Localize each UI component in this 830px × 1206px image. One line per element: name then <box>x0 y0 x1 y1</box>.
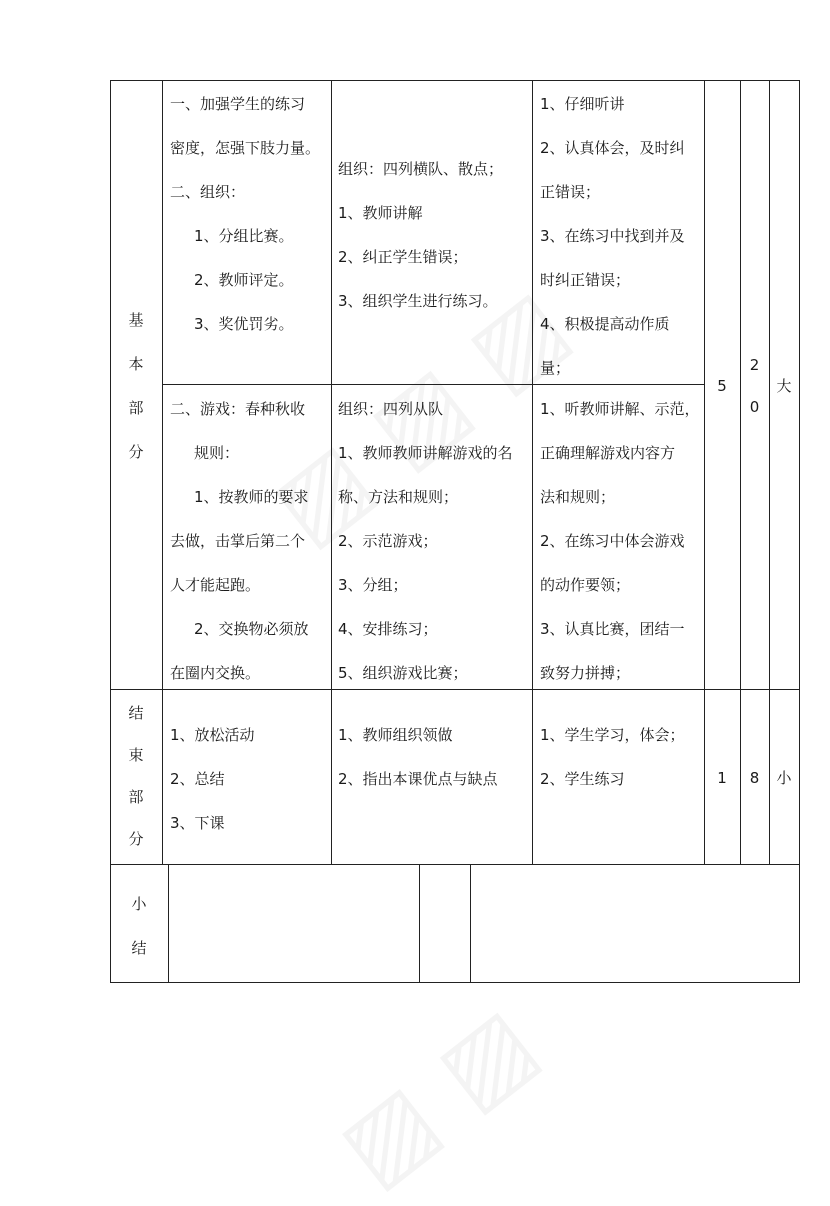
label-char: 结 <box>128 704 144 722</box>
content-line: 人才能起跑。 <box>170 576 261 594</box>
end-count: 1 <box>717 769 727 787</box>
basic-time <box>740 355 769 417</box>
organization-line: 3、组织学生进行练习。 <box>338 292 498 310</box>
content-line: 一、加强学生的练习 <box>170 95 306 113</box>
student-line: 致努力拼搏； <box>540 664 631 682</box>
student-line: 2、学生练习 <box>540 770 625 788</box>
basic-count: 5 <box>717 377 727 395</box>
end-student <box>540 713 685 801</box>
basic-row2-student <box>540 387 700 695</box>
label-char: 束 <box>128 746 144 764</box>
organization-line: 5、组织游戏比赛； <box>338 664 468 682</box>
label-char: 部 <box>128 399 144 417</box>
content-line: 1、放松活动 <box>170 726 255 744</box>
student-line: 3、认真比赛，团结一 <box>540 620 685 638</box>
content-line: 2、总结 <box>170 770 225 788</box>
label-char: 结 <box>131 939 147 957</box>
student-line: 2、认真体会，及时纠 <box>540 139 685 157</box>
time-digit: 2 <box>749 356 760 374</box>
content-line: 3、奖优罚劣。 <box>194 315 294 333</box>
organization-line: 组织：四列横队、散点； <box>338 160 504 178</box>
watermark <box>318 986 556 1206</box>
basic-row1-student <box>540 82 685 390</box>
content-line: 3、下课 <box>170 814 225 832</box>
content-line: 在圈内交换。 <box>170 664 261 682</box>
content-line: 密度，怎强下肢力量。 <box>170 139 321 157</box>
organization-line: 3、分组； <box>338 576 408 594</box>
student-line: 1、学生学习，体会； <box>540 726 685 744</box>
student-line: 量； <box>540 359 571 377</box>
basic-intensity: 大 <box>776 377 792 395</box>
student-line: 4、积极提高动作质 <box>540 315 670 333</box>
organization-line: 4、安排练习； <box>338 620 438 638</box>
label-char: 分 <box>128 443 144 461</box>
content-line: 去做，击掌后第二个 <box>170 532 306 550</box>
end-intensity: 小 <box>776 769 792 787</box>
organization-line: 1、教师组织领做 <box>338 726 453 744</box>
end-time: 8 <box>749 769 760 787</box>
student-line: 1、听教师讲解、示范， <box>540 400 700 418</box>
content-line: 二、组织： <box>170 183 246 201</box>
section-label-basic <box>110 298 162 474</box>
content-line: 1、分组比赛。 <box>194 227 294 245</box>
label-char: 分 <box>128 830 144 848</box>
student-line: 1、仔细听讲 <box>540 95 625 113</box>
organization-line: 2、纠正学生错误； <box>338 248 468 266</box>
section-label-summary <box>110 882 168 970</box>
content-line: 1、按教师的要求 <box>194 488 309 506</box>
content-line: 2、教师评定。 <box>194 271 294 289</box>
organization-line: 2、示范游戏； <box>338 532 438 550</box>
student-line: 正确理解游戏内容方 <box>540 444 676 462</box>
organization-line: 1、教师教师讲解游戏的名 <box>338 444 513 462</box>
end-content <box>170 713 255 845</box>
content-line: 规则： <box>194 444 240 462</box>
student-line: 2、在练习中体会游戏 <box>540 532 685 550</box>
content-line: 二、游戏：春种秋收 <box>170 400 306 418</box>
label-char: 小 <box>131 895 147 913</box>
student-line: 法和规则； <box>540 488 616 506</box>
student-line: 的动作要领； <box>540 576 631 594</box>
student-line: 3、在练习中找到并及 <box>540 227 685 245</box>
basic-row1-content <box>170 82 320 346</box>
organization-line: 组织：四列从队 <box>338 400 444 418</box>
basic-row2-content <box>170 387 309 695</box>
student-line: 时纠正错误； <box>540 271 631 289</box>
organization-line: 2、指出本课优点与缺点 <box>338 770 498 788</box>
basic-row1-organization <box>338 147 503 323</box>
organization-line: 称、方法和规则； <box>338 488 459 506</box>
organization-line: 1、教师讲解 <box>338 204 423 222</box>
label-char: 基 <box>128 311 144 329</box>
basic-row2-organization <box>338 387 513 695</box>
section-label-end <box>110 692 162 860</box>
content-line: 2、交换物必须放 <box>194 620 309 638</box>
end-organization <box>338 713 498 801</box>
label-char: 部 <box>128 788 144 806</box>
student-line: 正错误； <box>540 183 601 201</box>
label-char: 本 <box>128 355 144 373</box>
time-digit: 0 <box>749 398 760 416</box>
